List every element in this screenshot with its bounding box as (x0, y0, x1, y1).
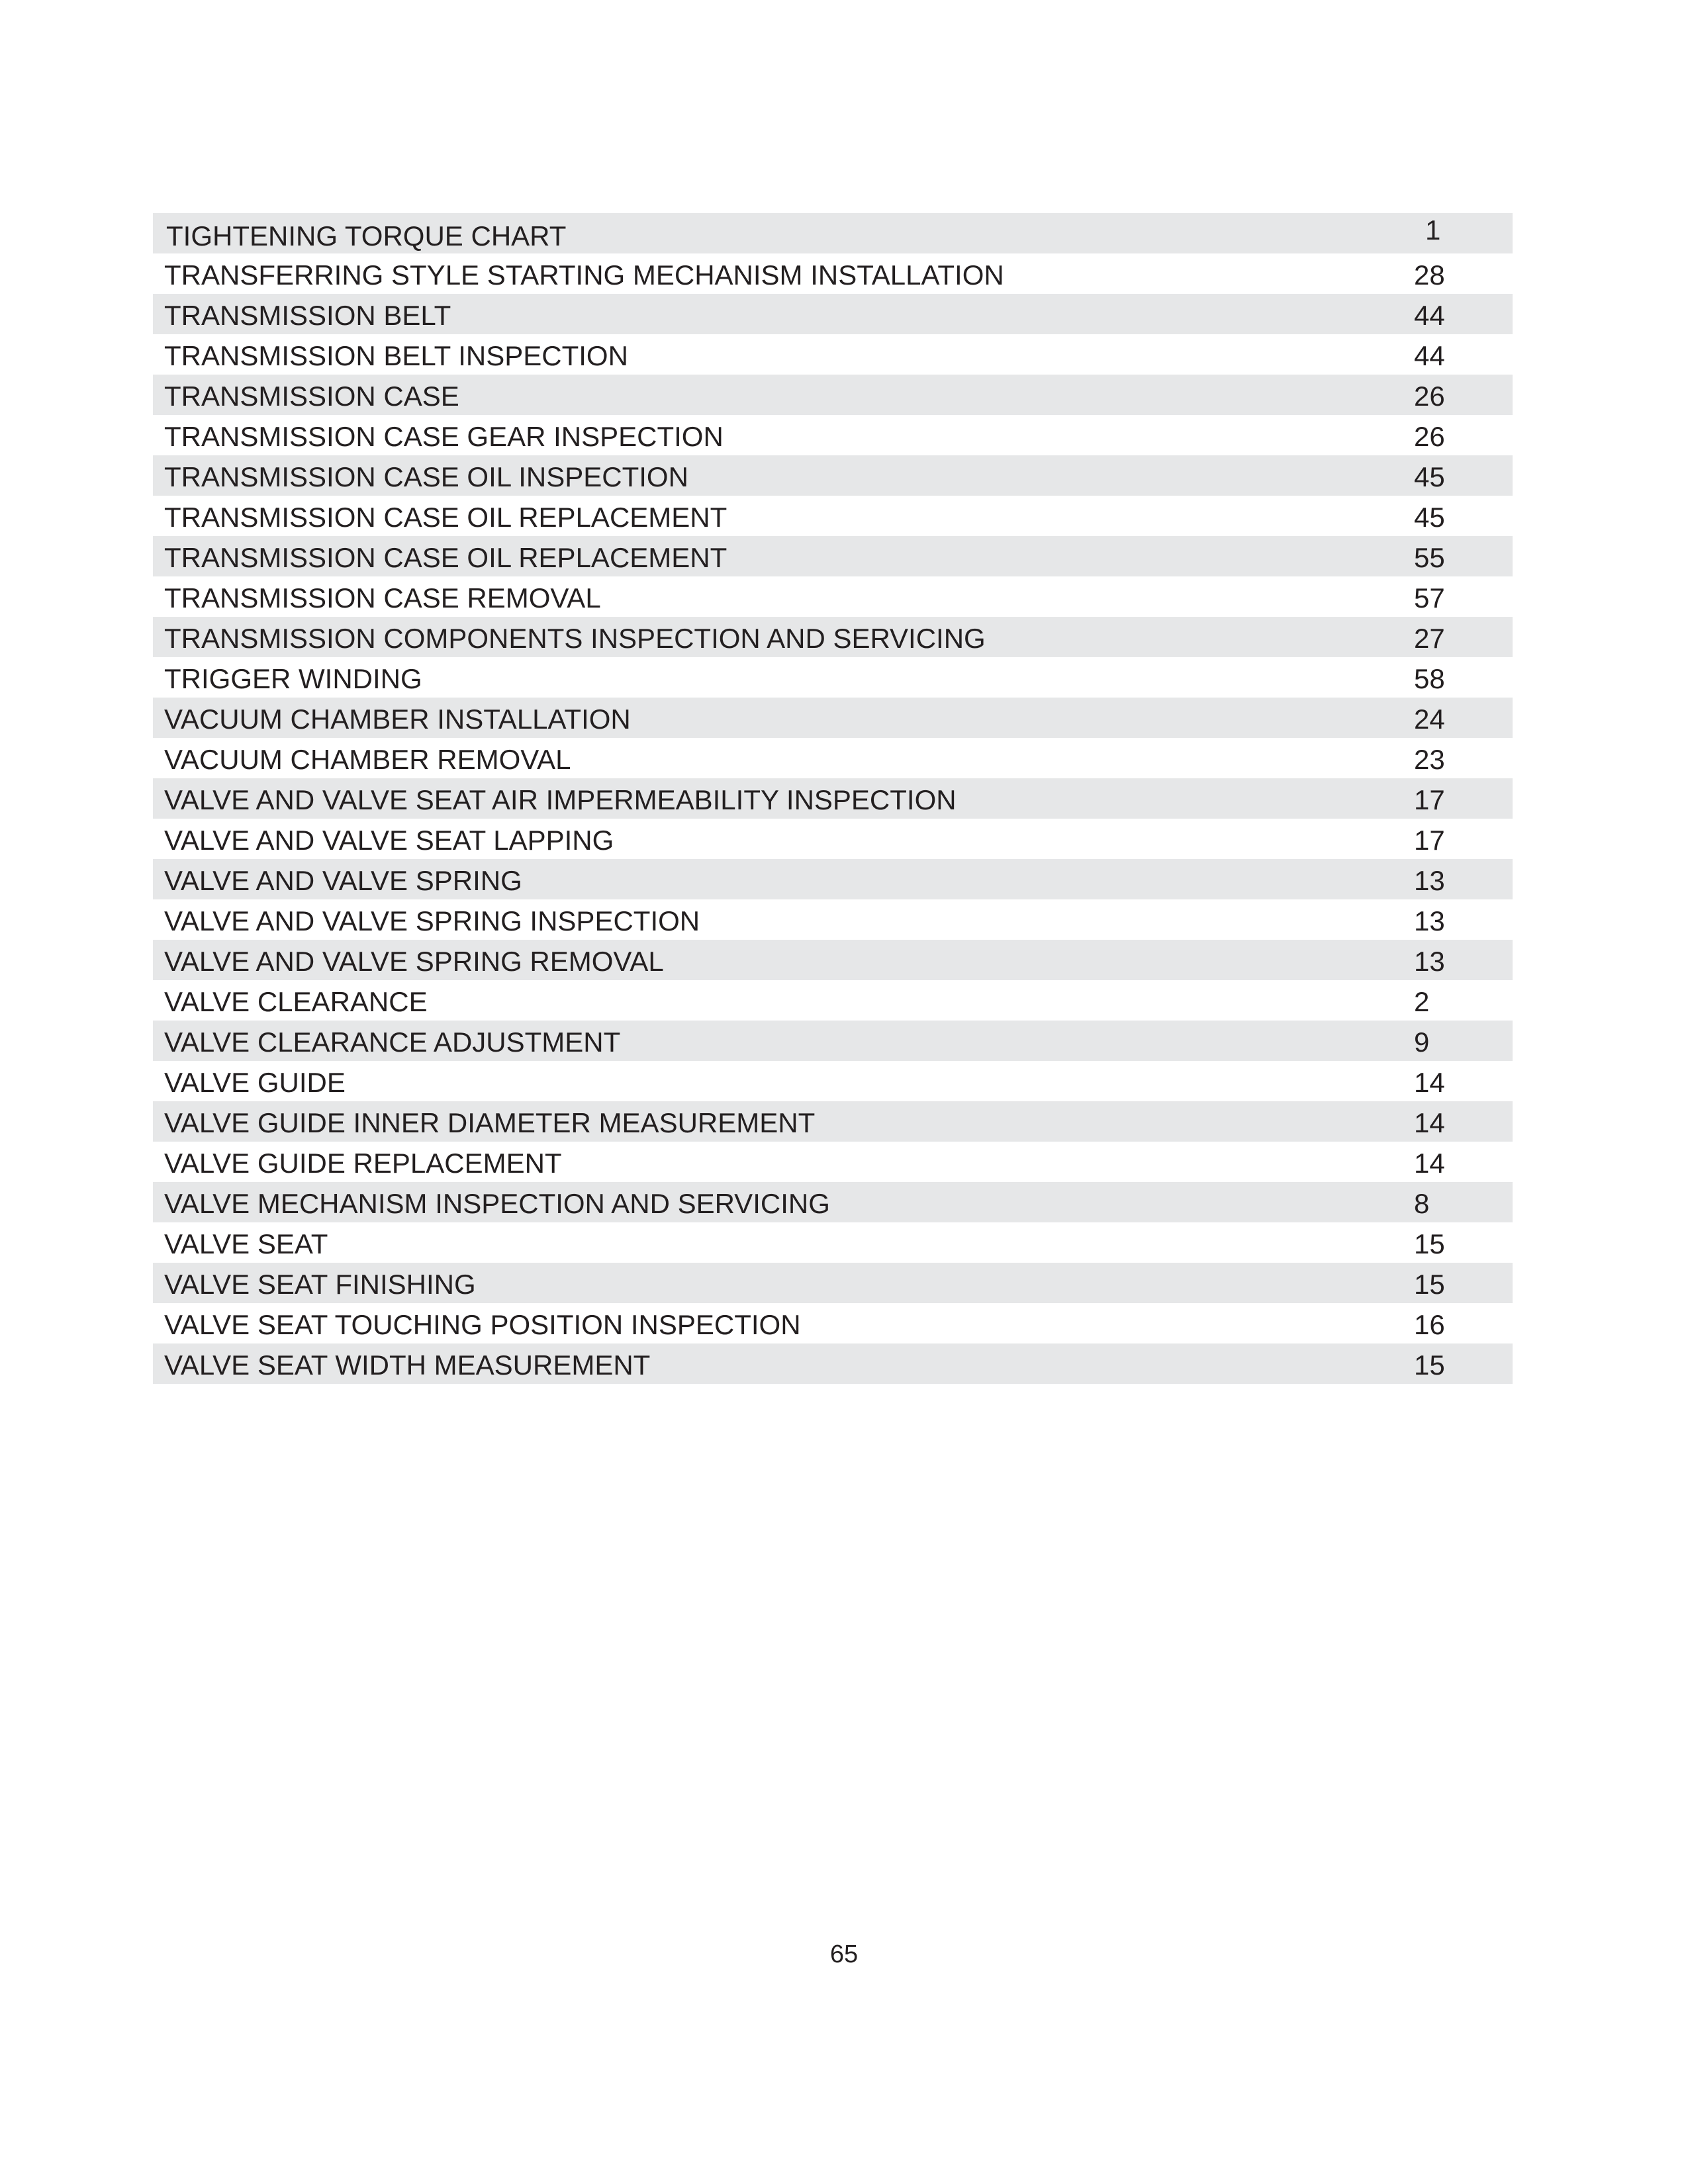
index-topic: VALVE SEAT FINISHING (164, 1269, 476, 1300)
index-topic: TRANSMISSION CASE OIL REPLACEMENT (164, 502, 727, 533)
index-topic: TRANSFERRING STYLE STARTING MECHANISM INSTALLATION (164, 259, 1004, 291)
index-topic: TRANSMISSION CASE (164, 381, 459, 412)
index-page-ref: 28 (1414, 259, 1445, 291)
page-number: 65 (829, 1940, 859, 1968)
index-page-ref: 15 (1414, 1228, 1445, 1259)
index-row (153, 1021, 1513, 1061)
index-row (153, 253, 1513, 294)
index-page-ref: 14 (1414, 1107, 1445, 1138)
index-topic: VALVE SEAT TOUCHING POSITION INSPECTION (164, 1309, 801, 1340)
index-page-ref: 26 (1414, 421, 1445, 452)
index-topic: TIGHTENING TORQUE CHART (166, 220, 567, 251)
index-page-ref: 1 (1425, 214, 1441, 246)
index-row (153, 415, 1513, 455)
index-row (153, 1222, 1513, 1263)
index-row (153, 899, 1513, 940)
index-topic: TRANSMISSION CASE REMOVAL (164, 582, 601, 614)
index-row (153, 819, 1513, 859)
index-topic: VALVE GUIDE REPLACEMENT (164, 1148, 562, 1179)
index-topic: TRANSMISSION BELT INSPECTION (164, 340, 628, 371)
index-row (153, 698, 1513, 738)
index-topic: VALVE GUIDE (164, 1067, 346, 1098)
index-row (153, 859, 1513, 899)
index-row (153, 536, 1513, 576)
index-page-ref: 57 (1414, 582, 1445, 614)
index-topic: VACUUM CHAMBER INSTALLATION (164, 704, 631, 735)
index-page-ref: 23 (1414, 744, 1445, 775)
index-page-ref: 24 (1414, 704, 1445, 735)
index-row (153, 1343, 1513, 1384)
index-row (153, 1182, 1513, 1222)
index-topic: VALVE AND VALVE SEAT LAPPING (164, 825, 614, 856)
index-row (153, 940, 1513, 980)
index-topic: VALVE GUIDE INNER DIAMETER MEASUREMENT (164, 1107, 816, 1138)
index-page-ref: 8 (1414, 1188, 1430, 1219)
index-page-ref: 44 (1414, 340, 1445, 371)
index-row (153, 657, 1513, 698)
index-topic: TRANSMISSION CASE OIL REPLACEMENT (164, 542, 727, 573)
index-row (153, 778, 1513, 819)
index-page-ref: 17 (1414, 825, 1445, 856)
index-topic: VALVE MECHANISM INSPECTION AND SERVICING (164, 1188, 830, 1219)
index-page-ref: 14 (1414, 1067, 1445, 1098)
index-page-ref: 2 (1414, 986, 1430, 1017)
index-row (153, 294, 1513, 334)
index-row (153, 334, 1513, 375)
index-page-ref: 45 (1414, 502, 1445, 533)
index-topic: VALVE AND VALVE SPRING INSPECTION (164, 905, 700, 936)
index-page-ref: 16 (1414, 1309, 1445, 1340)
index-page-ref: 15 (1414, 1269, 1445, 1300)
index-row (153, 617, 1513, 657)
index-topic: VALVE CLEARANCE ADJUSTMENT (164, 1026, 621, 1058)
index-row (153, 1263, 1513, 1303)
index-topic: VACUUM CHAMBER REMOVAL (164, 744, 571, 775)
index-topic: TRANSMISSION COMPONENTS INSPECTION AND SERVICING (164, 623, 986, 654)
index-topic: TRANSMISSION CASE OIL INSPECTION (164, 461, 688, 492)
index-row (153, 1303, 1513, 1343)
index-page-ref: 26 (1414, 381, 1445, 412)
index-page-ref: 14 (1414, 1148, 1445, 1179)
index-topic: VALVE CLEARANCE (164, 986, 428, 1017)
index-row (153, 213, 1513, 253)
index-row (153, 496, 1513, 536)
index-topic: VALVE AND VALVE SEAT AIR IMPERMEABILITY INSPECTION (164, 784, 957, 815)
index-topic: VALVE SEAT (164, 1228, 328, 1259)
index-row (153, 980, 1513, 1021)
index-page-ref: 9 (1414, 1026, 1430, 1058)
index-page-ref: 27 (1414, 623, 1445, 654)
index-row (153, 576, 1513, 617)
index-row (153, 738, 1513, 778)
index-page-ref: 15 (1414, 1349, 1445, 1381)
index-page-ref: 55 (1414, 542, 1445, 573)
index-topic: VALVE AND VALVE SPRING (164, 865, 522, 896)
index-topic: TRANSMISSION CASE GEAR INSPECTION (164, 421, 724, 452)
index-page-ref: 44 (1414, 300, 1445, 331)
index-row (153, 1142, 1513, 1182)
index-row (153, 375, 1513, 415)
index-page-ref: 13 (1414, 946, 1445, 977)
index-row (153, 455, 1513, 496)
index-page-ref: 17 (1414, 784, 1445, 815)
index-page-ref: 45 (1414, 461, 1445, 492)
index-page-ref: 58 (1414, 663, 1445, 694)
index-page-ref: 13 (1414, 865, 1445, 896)
index-topic: TRANSMISSION BELT (164, 300, 451, 331)
index-row (153, 1061, 1513, 1101)
index-table (153, 213, 1513, 1384)
index-topic: VALVE SEAT WIDTH MEASUREMENT (164, 1349, 651, 1381)
index-topic: TRIGGER WINDING (164, 663, 422, 694)
index-row (153, 1101, 1513, 1142)
index-page-ref: 13 (1414, 905, 1445, 936)
index-topic: VALVE AND VALVE SPRING REMOVAL (164, 946, 664, 977)
